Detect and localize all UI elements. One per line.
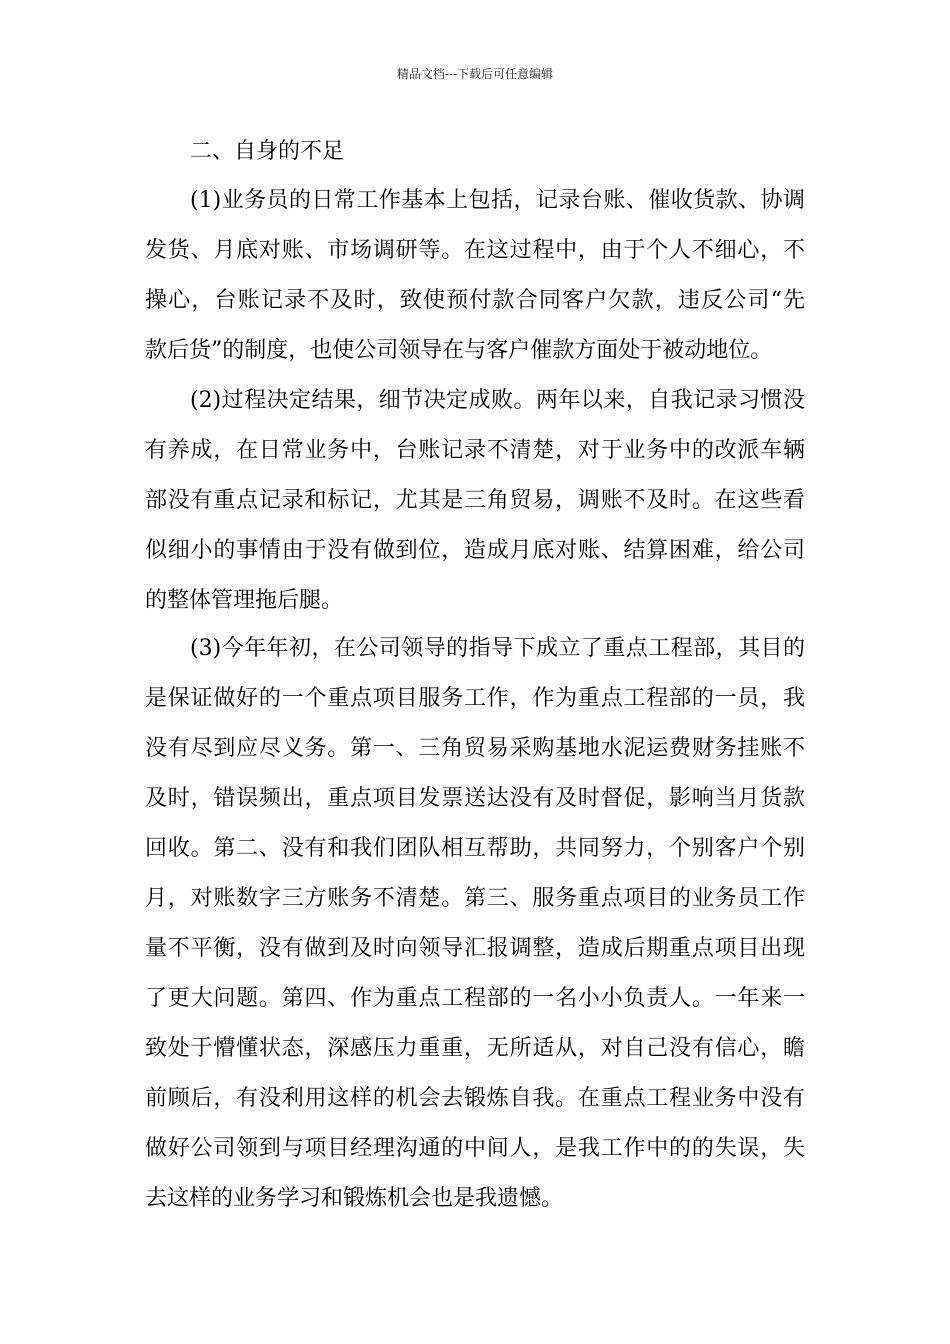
paragraph-line: 前顾后，有没利用这样的机会去锻炼自我。在重点工程业务中没有 [145,1086,805,1111]
paragraph-line: 有养成，在日常业务中，台账记录不清楚，对于业务中的改派车辆 [145,438,805,463]
page-header: 精品文档---下载后可任意编辑 [396,67,554,81]
paragraph-line: 的整体管理拖后腿。 [145,588,344,613]
paragraph-line: 致处于懵懂状态，深感压力重重，无所适从，对自己没有信心，瞻 [145,1036,805,1061]
paragraph-line: 款后货”的制度，也使公司领导在与客户催款方面处于被动地位。 [145,338,773,363]
paragraph-line: 做好公司领到与项目经理沟通的中间人，是我工作中的的失误，失 [145,1136,805,1161]
paragraph-line: (3)今年年初，在公司领导的指导下成立了重点工程部，其目的 [190,636,805,661]
paragraph-line: 操心，台账记录不及时，致使预付款合同客户欠款，违反公司“先 [145,288,805,313]
paragraph-line: 月，对账数字三方账务不清楚。第三、服务重点项目的业务员工作 [145,886,805,911]
paragraph-line: 了更大问题。第四、作为重点工程部的一名小小负责人。一年来一 [145,986,805,1011]
paragraph-line: (1)业务员的日常工作基本上包括，记录台账、催收货款、协调 [190,188,805,213]
paragraph-line: 没有尽到应尽义务。第一、三角贸易采购基地水泥运费财务挂账不 [145,736,805,761]
paragraph-line: 去这样的业务学习和锻炼机会也是我遗憾。 [145,1186,564,1211]
paragraph-line: 量不平衡，没有做到及时向领导汇报调整，造成后期重点项目出现 [145,936,805,961]
paragraph-line: 发货、月底对账、市场调研等。在这过程中，由于个人不细心，不 [145,238,805,263]
paragraph-line: 是保证做好的一个重点项目服务工作，作为重点工程部的一员，我 [145,686,805,711]
section-title: 二、自身的不足 [190,139,345,164]
paragraph-line: (2)过程决定结果，细节决定成败。两年以来，自我记录习惯没 [190,388,805,413]
paragraph-line: 及时，错误频出，重点项目发票送达没有及时督促，影响当月货款 [145,786,805,811]
paragraph-line: 回收。第二、没有和我们团队相互帮助，共同努力，个别客户个别 [145,836,805,861]
paragraph-line: 似细小的事情由于没有做到位，造成月底对账、结算困难，给公司 [145,538,805,563]
paragraph-line: 部没有重点记录和标记，尤其是三角贸易，调账不及时。在这些看 [145,488,805,513]
